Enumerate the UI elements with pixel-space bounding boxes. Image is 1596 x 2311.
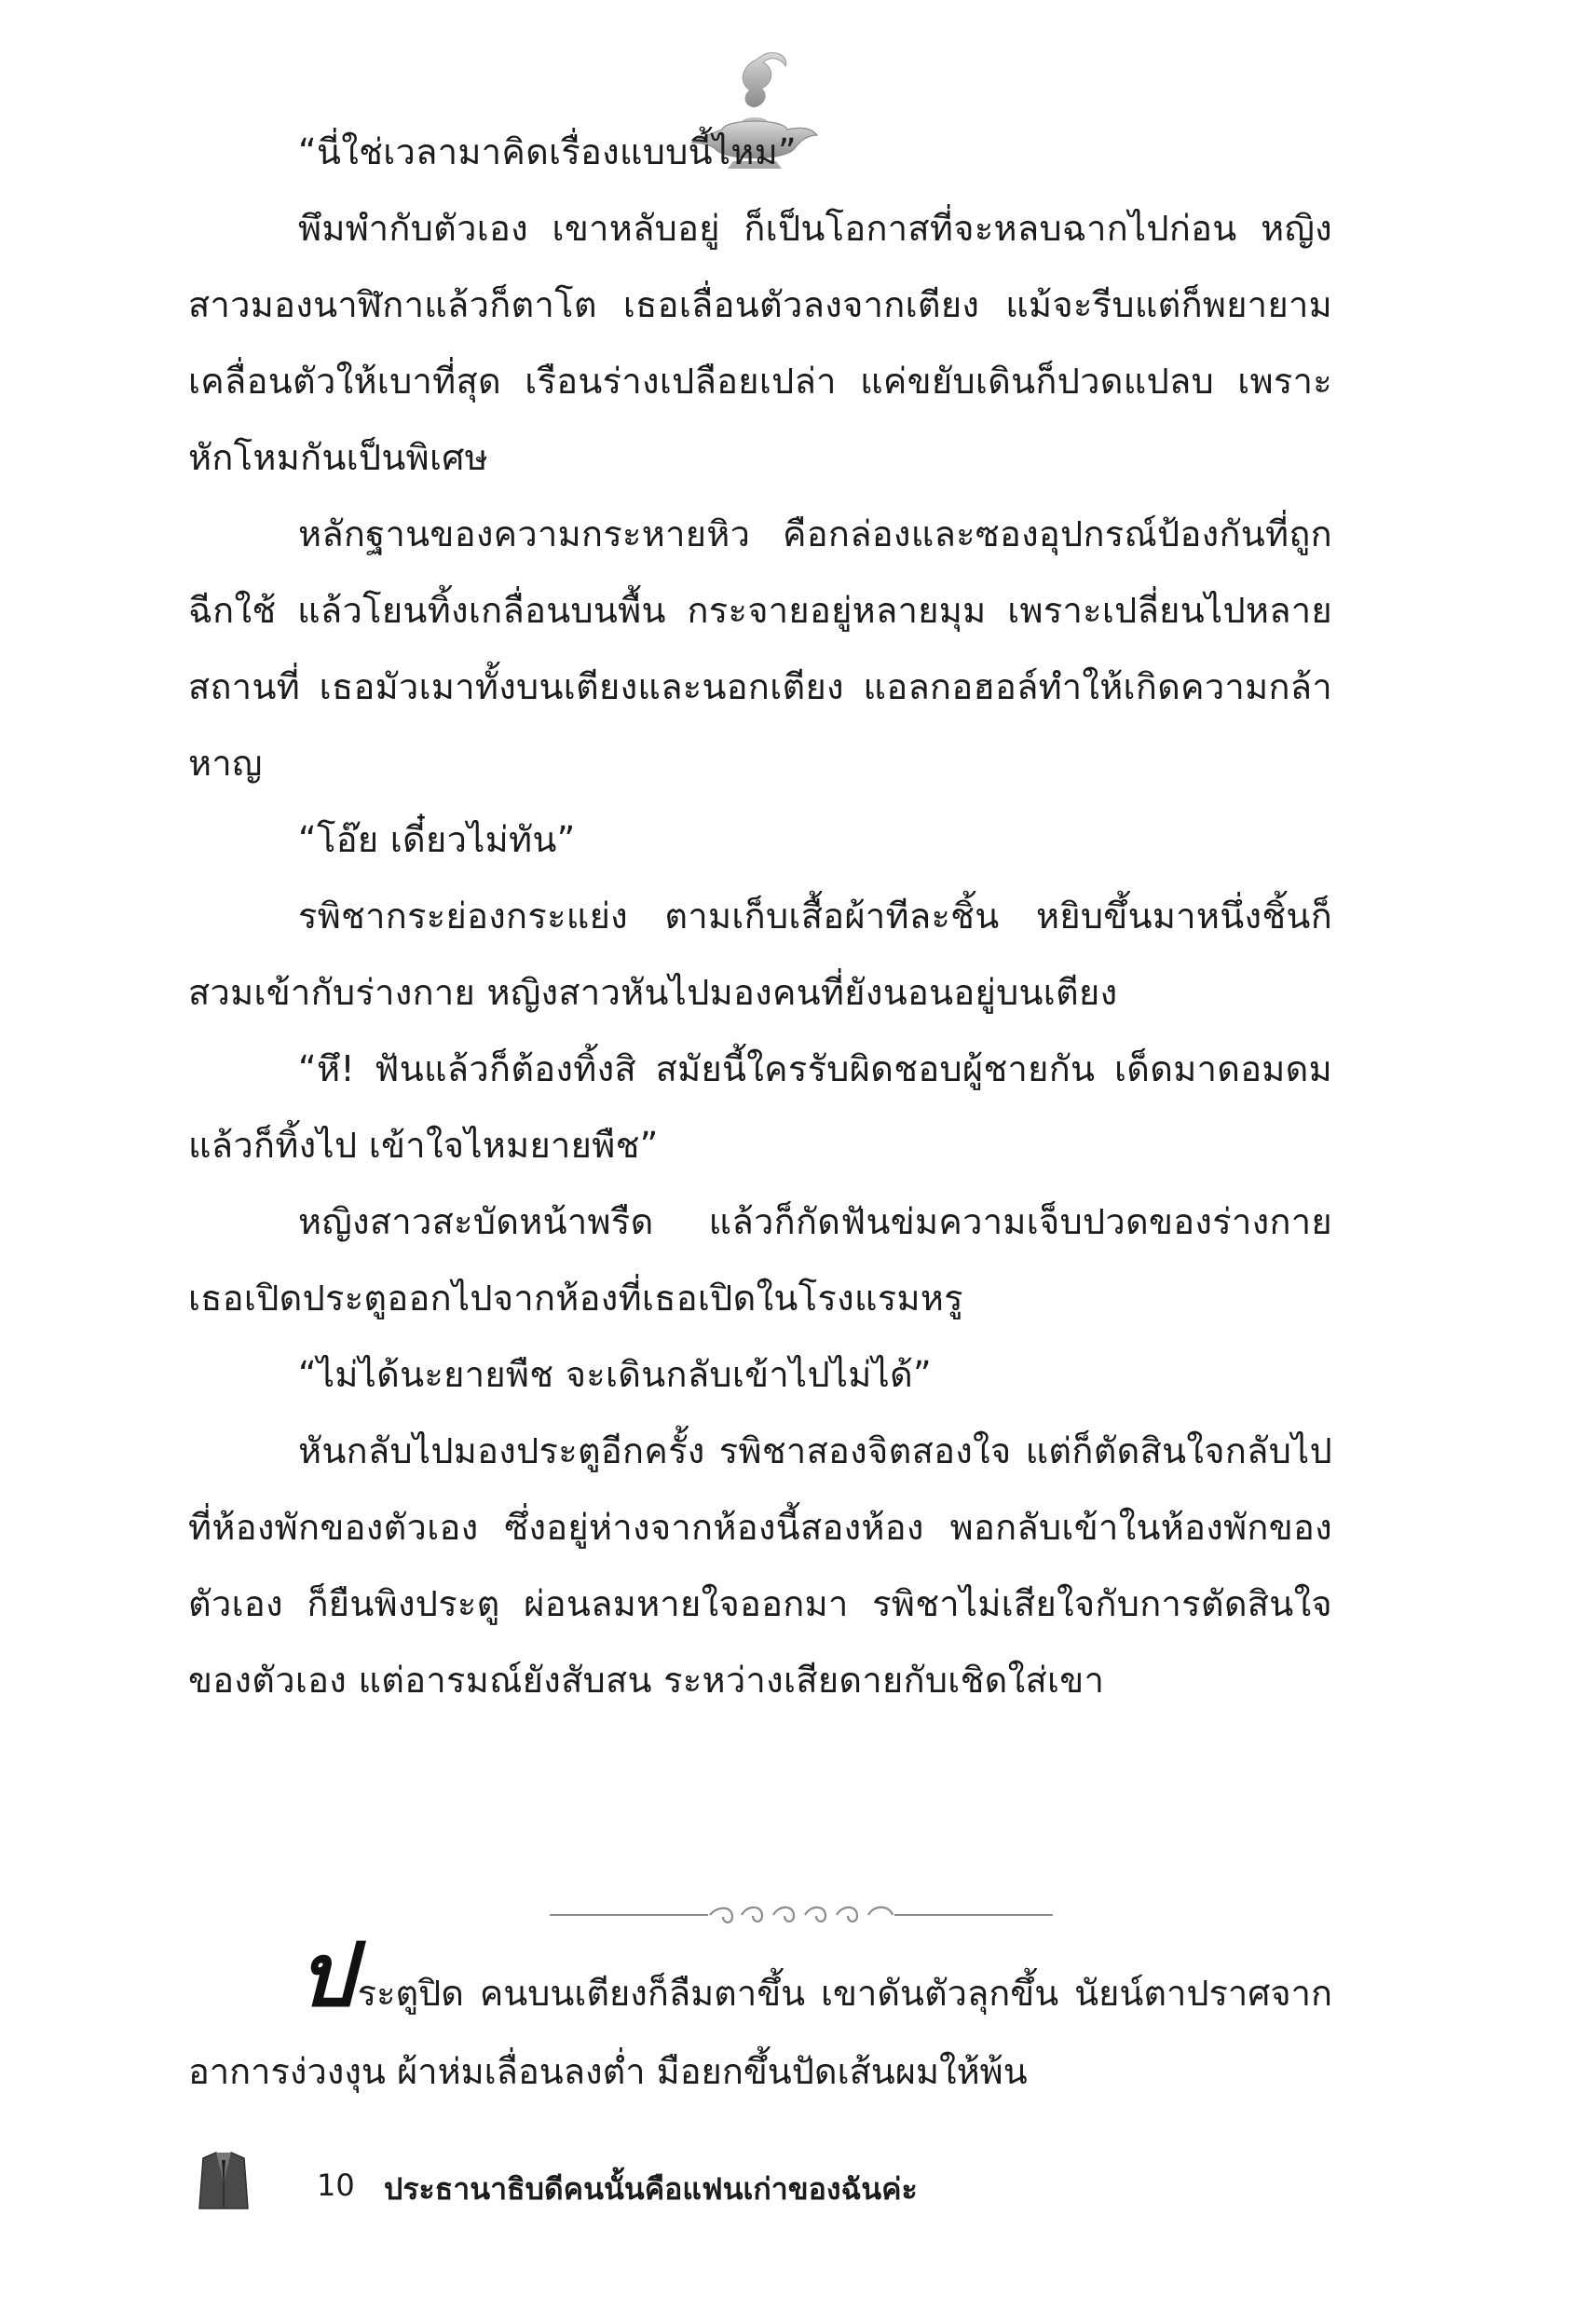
paragraph: หันกลับไปมองประตูอีกครั้ง รพิชาสองจิตสองใจ แต่ก็ตัดสินใจกลับไปที่ห้องพักของตัวเอง ซึ่งอยู่ห่างจากห้องนี้สองห้อง พอกลับเข้าในห้องพักของตัวเอง ก็ยืนพิงประตู ผ่อนลมหายใจออกมา รพิชาไม่เสียใจกับการตัดสินใจของตัวเอง แต่อารมณ์ยังสับสน ระหว่างเสียดายกับเชิดใส่เขา <box>188 1430 1332 1701</box>
section-two-text <box>188 1924 1332 2111</box>
page-number: 10 <box>317 2167 355 2203</box>
paragraph: “โอ๊ย เดี๋ยวไม่ทัน” <box>298 819 576 860</box>
paragraph: พึมพำกับตัวเอง เขาหลับอยู่ ก็เป็นโอกาสที่จะหลบฉากไปก่อน หญิงสาวมองนาฬิกาแล้วก็ตาโต เธอเลื่อนตัวลงจากเตียง แม้จะรีบแต่ก็พยายามเคลื่อนตัวให้เบาที่สุด เรือนร่างเปลือยเปล่า แค่ขยับเดินก็ปวดแปลบ เพราะหักโหมกันเป็นพิเศษ <box>188 208 1332 478</box>
swirl-divider-icon <box>550 1892 1053 1938</box>
paragraph: “ไม่ได้นะยายพืช จะเดินกลับเข้าไปไม่ได้” <box>298 1354 933 1395</box>
paragraph: รพิชากระย่องกระแย่ง ตามเก็บเสื้อผ้าทีละชิ้น หยิบขึ้นมาหนึ่งชิ้นก็สวมเข้ากับร่างกาย หญิงสาวหันไปมองคนที่ยังนอนอยู่บนเตียง <box>188 896 1332 1013</box>
page-footer <box>198 2151 1036 2216</box>
section-two-paragraph: ระตูปิด คนบนเตียงก็ลืมตาขึ้น เขาดันตัวลุกขึ้น นัยน์ตาปราศจากอาการง่วงงุน ผ้าห่มเลื่อนลงต่ำ มือยกขึ้นปัดเส้นผมให้พ้น <box>188 1973 1332 2092</box>
paragraph: “หึ! ฟันแล้วก็ต้องทิ้งสิ สมัยนี้ใครรับผิดชอบผู้ชายกัน เด็ดมาดอมดมแล้วก็ทิ้งไป เข้าใจไหมยายพืช” <box>188 1048 1332 1166</box>
body-text <box>188 114 1332 1718</box>
paragraph: หญิงสาวสะบัดหน้าพรืด แล้วก็กัดฟันข่มความเจ็บปวดของร่างกาย เธอเปิดประตูออกไปจากห้องที่เธอเปิดในโรงแรมหรู <box>188 1201 1332 1319</box>
suit-jacket-icon <box>198 2151 250 2210</box>
book-title: ประธานาธิบดีคนนั้นคือแฟนเก่าของฉันค่ะ <box>384 2171 918 2207</box>
drop-cap: ป <box>298 1924 354 2027</box>
paragraph: หลักฐานของความกระหายหิว คือกล่องและซองอุปกรณ์ป้องกันที่ถูกฉีกใช้ แล้วโยนทิ้งเกลื่อนบนพื้น กระจายอยู่หลายมุม เพราะเปลี่ยนไปหลายสถานที่ เธอมัวเมาทั้งบนเตียงและนอกเตียง แอลกอฮอล์ทำให้เกิดความกล้าหาญ <box>188 513 1332 784</box>
paragraph: “นี่ใช่เวลามาคิดเรื่องแบบนี้ไหม” <box>298 131 798 172</box>
